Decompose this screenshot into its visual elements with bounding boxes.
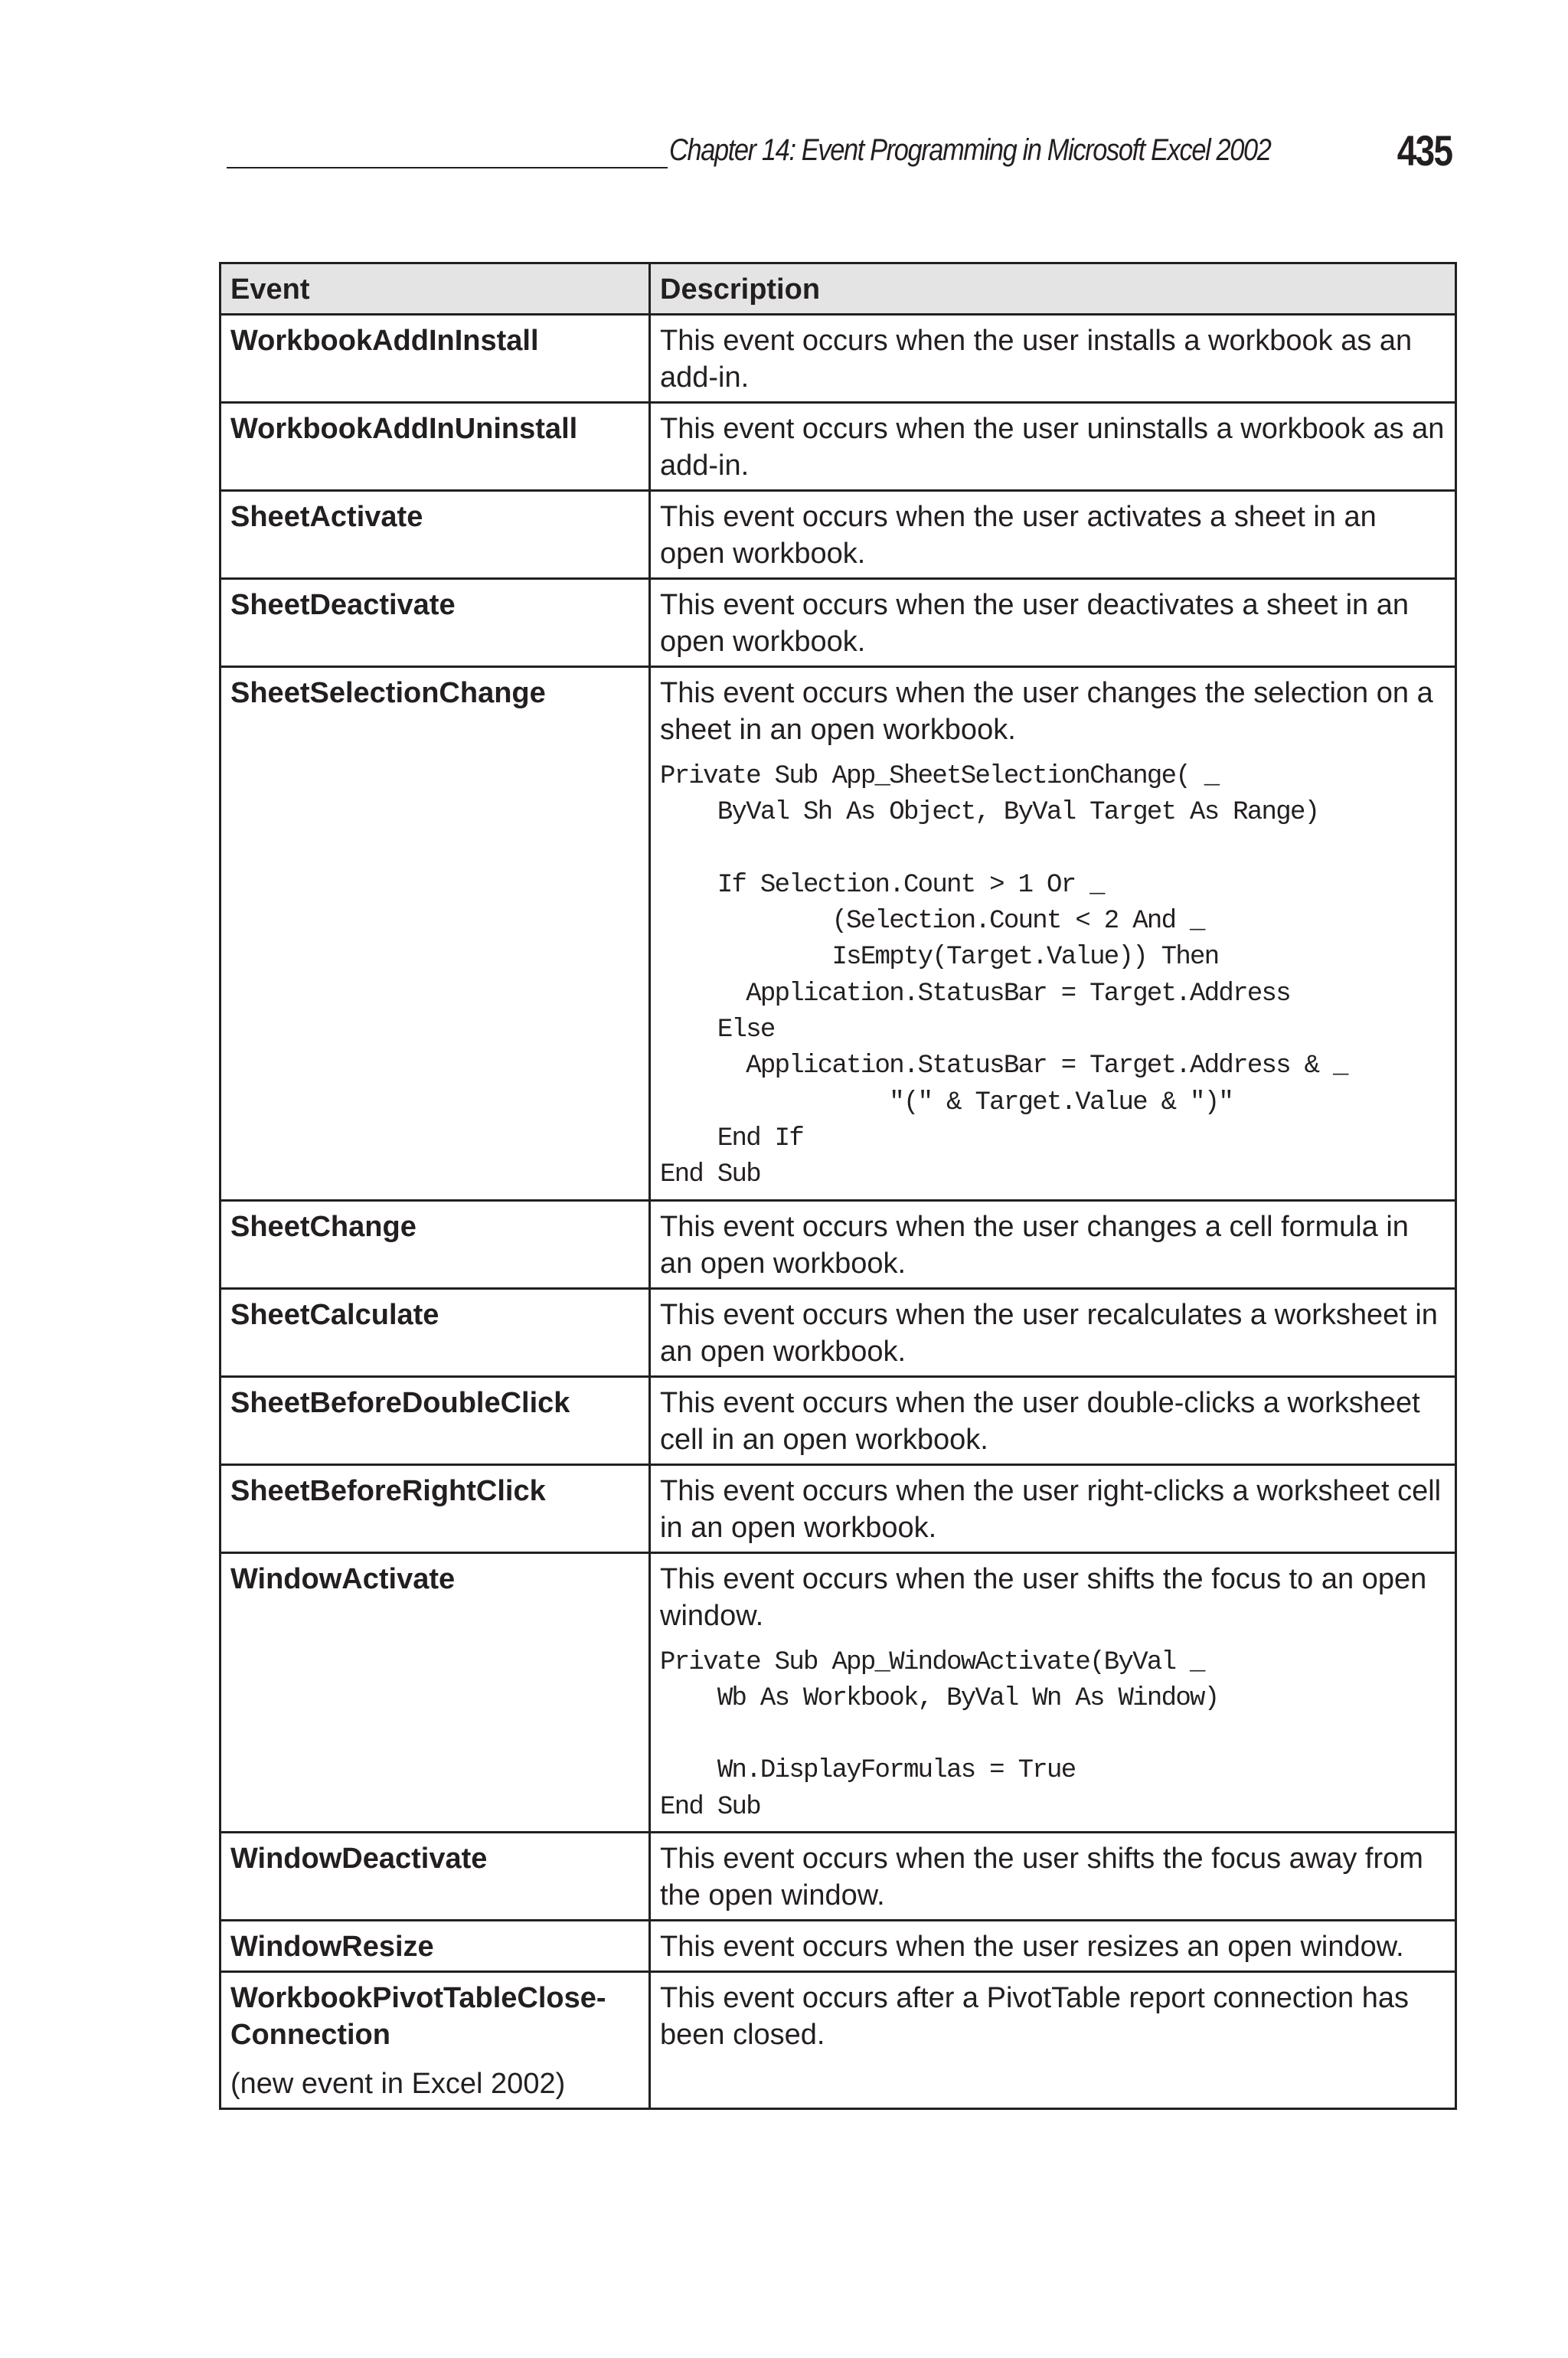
column-header-event: Event (220, 263, 650, 315)
event-name: WindowActivate (220, 1552, 650, 1832)
event-description: This event occurs after a PivotTable report connection has been closed. (650, 1972, 1456, 2109)
code-sample: Private Sub App_WindowActivate(ByVal _ Wb As Workbook, ByVal Wn As Window) Wn.DisplayFormulas = True End Sub (660, 1647, 1219, 1822)
code-sample: Private Sub App_SheetSelectionChange( _ ByVal Sh As Object, ByVal Target As Range) If Selection.Count > 1 Or _ (Selection.Count < 2 And _ IsEmpty(Target.Value)) Then Application.StatusBar = Target.Address Else Application.StatusBar = Target.Address & _ "(" & Target.Value & ")" End If End Sub (660, 762, 1348, 1190)
event-name: SheetActivate (220, 491, 650, 579)
event-name: WorkbookPivotTableClose-Connection (230, 1982, 606, 2052)
table-row (220, 1972, 1456, 2109)
event-name: SheetBeforeDoubleClick (220, 1376, 650, 1464)
event-description: This event occurs when the user uninstalls a workbook as an add-in. (650, 403, 1456, 491)
event-name: SheetCalculate (220, 1288, 650, 1376)
page-number: 435 (1396, 126, 1452, 175)
table-row (220, 1552, 1456, 1832)
table-row (220, 315, 1456, 403)
table-row (220, 1464, 1456, 1552)
header-rule (227, 167, 668, 168)
chapter-title: Chapter 14: Event Programming in Microsoft Excel 2002 (669, 133, 1271, 167)
event-description: This event occurs when the user installs a workbook as an add-in. (650, 315, 1456, 403)
event-description: This event occurs when the user double-clicks a worksheet cell in an open workbook. (650, 1376, 1456, 1464)
event-name: WindowResize (220, 1921, 650, 1972)
event-description: This event occurs when the user recalculates a worksheet in an open workbook. (650, 1288, 1456, 1376)
event-description-cell (650, 667, 1456, 1201)
table-row (220, 1833, 1456, 1921)
event-name: WorkbookAddInInstall (220, 315, 650, 403)
new-event-note: (new event in Excel 2002) (230, 2068, 566, 2101)
event-description: This event occurs when the user activates a sheet in an open workbook. (650, 491, 1456, 579)
table-row (220, 579, 1456, 667)
event-name: WorkbookAddInUninstall (220, 403, 650, 491)
table-header-row (220, 263, 1456, 315)
event-name: WindowDeactivate (220, 1833, 650, 1921)
events-table (219, 262, 1457, 2110)
table-row (220, 1376, 1456, 1464)
running-header (227, 126, 1452, 175)
event-name: SheetDeactivate (220, 579, 650, 667)
event-name: SheetSelectionChange (220, 667, 650, 1201)
column-header-description: Description (650, 263, 1456, 315)
event-description: This event occurs when the user shifts the focus away from the open window. (650, 1833, 1456, 1921)
table-row (220, 667, 1456, 1201)
table-row (220, 1921, 1456, 1972)
event-description-cell (650, 1552, 1456, 1832)
event-description: This event occurs when the user changes the selection on a sheet in an open workbook. (660, 677, 1433, 746)
event-name-cell (220, 1972, 650, 2109)
event-description: This event occurs when the user right-clicks a worksheet cell in an open workbook. (650, 1464, 1456, 1552)
event-description: This event occurs when the user resizes an open window. (650, 1921, 1456, 1972)
table-row (220, 1288, 1456, 1376)
table-row (220, 1200, 1456, 1288)
event-name: SheetBeforeRightClick (220, 1464, 650, 1552)
event-description: This event occurs when the user deactivates a sheet in an open workbook. (650, 579, 1456, 667)
event-description: This event occurs when the user changes a cell formula in an open workbook. (650, 1200, 1456, 1288)
table-row (220, 491, 1456, 579)
table-row (220, 403, 1456, 491)
event-description: This event occurs when the user shifts the focus to an open window. (660, 1562, 1427, 1632)
event-name: SheetChange (220, 1200, 650, 1288)
